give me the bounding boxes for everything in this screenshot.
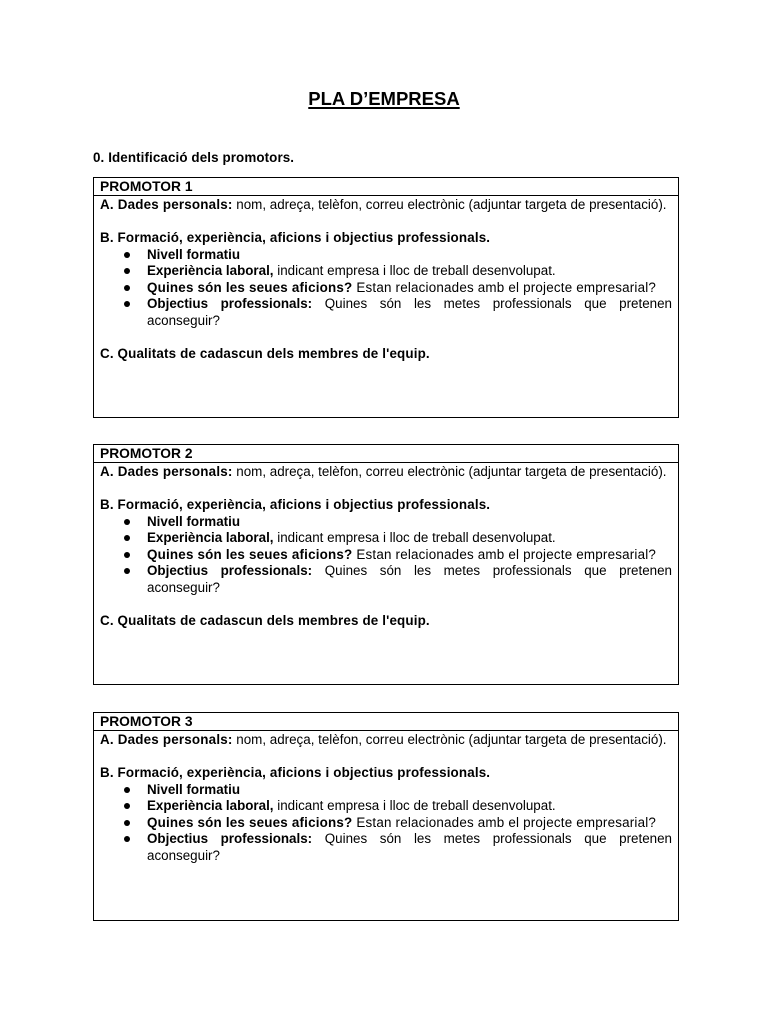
list-item: [100, 530, 672, 547]
qualities-section-title: C. Qualitats de cadascun dels membres de l'equip.: [100, 612, 430, 628]
list-item: [100, 247, 672, 264]
qualities-section-title: C. Qualitats de cadascun dels membres de l'equip.: [100, 345, 430, 361]
list-item-label: Objectius professionals:: [147, 831, 313, 846]
personal-data-label: A. Dades personals:: [100, 464, 233, 479]
personal-data-label: A. Dades personals:: [100, 732, 233, 747]
list-item: [100, 514, 672, 531]
list-item-text: Quines són les metes professionals que pretenen aconseguir?: [147, 831, 672, 863]
personal-data-paragraph: [100, 464, 672, 481]
list-item: [100, 563, 672, 596]
list-item-text: indicant empresa i lloc de treball desenvolupat.: [273, 530, 556, 545]
list-item-label: Quines són les seues aficions?: [147, 546, 353, 562]
training-section-title: B. Formació, experiència, aficions i objectius professionals.: [100, 497, 491, 512]
promoter-2-box: [93, 444, 679, 685]
list-item-text: Estan relacionades amb el projecte empresarial?: [352, 279, 657, 295]
bullet-icon: [124, 301, 130, 307]
bullet-icon: [124, 285, 130, 291]
list-item-label: Quines són les seues aficions?: [147, 279, 353, 295]
personal-data-paragraph: [100, 197, 672, 214]
training-section-title: B. Formació, experiència, aficions i objectius professionals.: [100, 230, 491, 245]
section-heading: 0. Identificació dels promotors.: [93, 150, 295, 165]
list-item-label: Experiència laboral,: [147, 263, 274, 278]
bullet-icon: [124, 568, 130, 574]
promoter-2-body: [94, 463, 678, 629]
list-item: [100, 296, 672, 329]
training-list: [100, 782, 672, 865]
training-list: [100, 247, 672, 330]
bullet-icon: [124, 803, 130, 809]
promoter-1-header: PROMOTOR 1: [94, 178, 678, 196]
list-item-label: Nivell formatiu: [147, 781, 241, 797]
document-title: [0, 88, 768, 110]
list-item-text: indicant empresa i lloc de treball desenvolupat.: [273, 263, 556, 278]
list-item-label: Experiència laboral,: [147, 798, 274, 813]
personal-data-text: nom, adreça, telèfon, correu electrònic (adjuntar targeta de presentació).: [232, 464, 667, 479]
list-item: [100, 263, 672, 280]
promoter-1-box: [93, 177, 679, 418]
list-item: [100, 831, 672, 864]
list-item-text: Estan relacionades amb el projecte empresarial?: [352, 814, 657, 830]
training-list: [100, 514, 672, 597]
list-item-label: Quines són les seues aficions?: [147, 814, 353, 830]
bullet-icon: [124, 820, 130, 826]
promoter-3-body: [94, 731, 678, 864]
training-section-title: B. Formació, experiència, aficions i objectius professionals.: [100, 765, 491, 780]
personal-data-text: nom, adreça, telèfon, correu electrònic (adjuntar targeta de presentació).: [232, 197, 667, 212]
promoter-3-header: PROMOTOR 3: [94, 713, 678, 731]
bullet-icon: [124, 252, 130, 258]
list-item: [100, 280, 672, 297]
list-item-label: Objectius professionals:: [147, 563, 313, 578]
bullet-icon: [124, 268, 130, 274]
list-item-text: Quines són les metes professionals que pretenen aconseguir?: [147, 563, 672, 595]
list-item: [100, 782, 672, 799]
bullet-icon: [124, 836, 130, 842]
promoter-3-box: [93, 712, 679, 921]
personal-data-text: nom, adreça, telèfon, correu electrònic (adjuntar targeta de presentació).: [232, 732, 667, 747]
document-title-text: PLA D’EMPRESA: [308, 88, 460, 109]
promoter-1-body: [94, 196, 678, 362]
list-item-label: Objectius professionals:: [147, 296, 313, 311]
promoter-2-header: PROMOTOR 2: [94, 445, 678, 463]
bullet-icon: [124, 519, 130, 525]
list-item-label: Experiència laboral,: [147, 530, 274, 545]
list-item: [100, 815, 672, 832]
list-item-text: indicant empresa i lloc de treball desenvolupat.: [273, 798, 556, 813]
list-item: [100, 798, 672, 815]
list-item-text: Quines són les metes professionals que pretenen aconseguir?: [147, 296, 672, 328]
list-item: [100, 547, 672, 564]
personal-data-paragraph: [100, 732, 672, 749]
list-item-label: Nivell formatiu: [147, 246, 241, 262]
bullet-icon: [124, 535, 130, 541]
personal-data-label: A. Dades personals:: [100, 197, 233, 212]
list-item-text: Estan relacionades amb el projecte empresarial?: [352, 546, 657, 562]
bullet-icon: [124, 787, 130, 793]
list-item-label: Nivell formatiu: [147, 513, 241, 529]
bullet-icon: [124, 552, 130, 558]
